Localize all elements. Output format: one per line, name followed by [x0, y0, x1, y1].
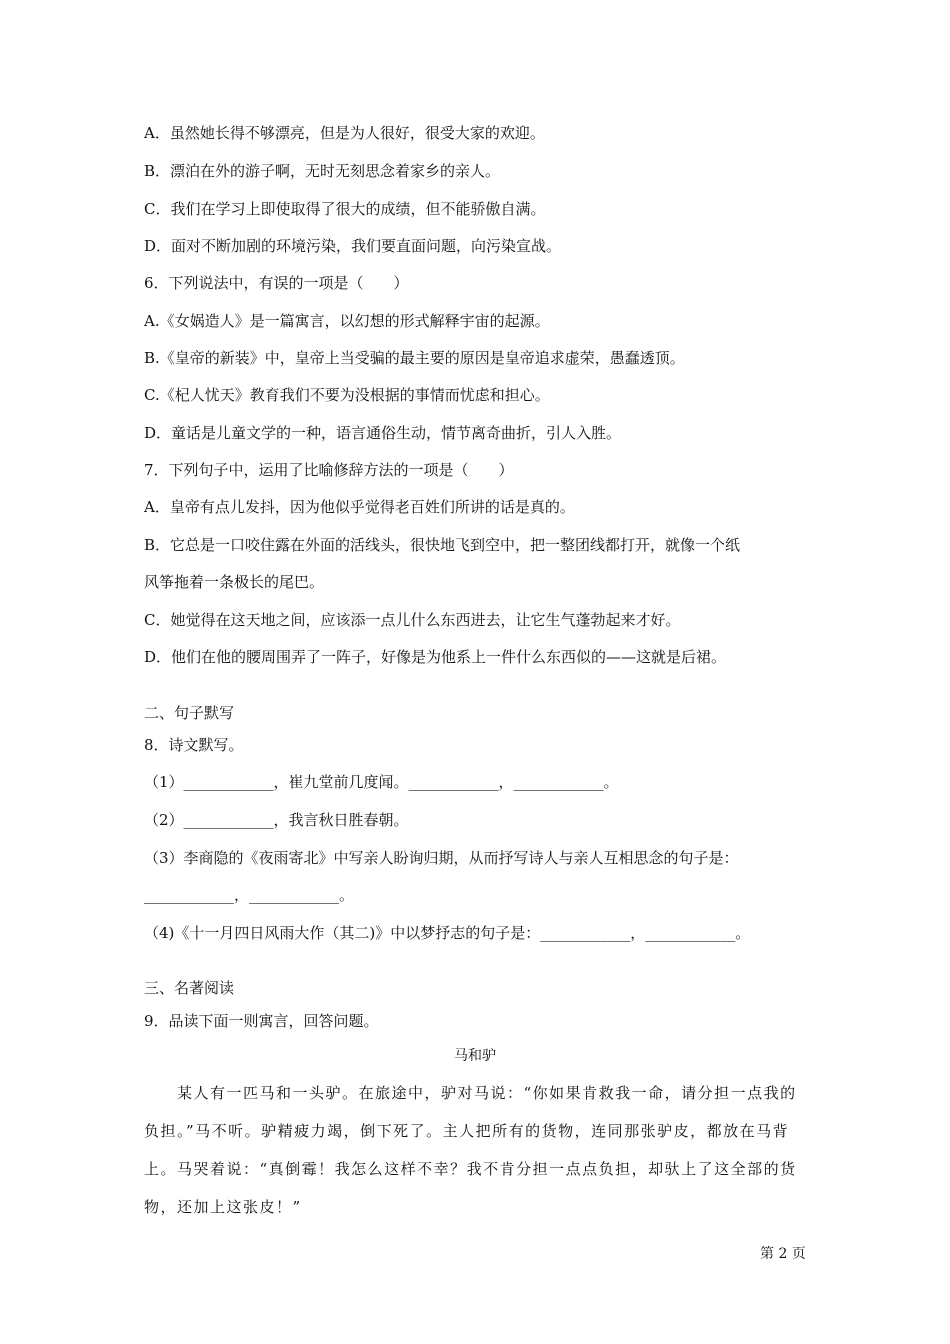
q7-option-b-line2: 风筝拖着一条极长的尾巴。 [144, 573, 325, 591]
q9-stem: 9．品读下面一则寓言，回答问题。 [144, 1012, 379, 1030]
fable-title: 马和驴 [454, 1048, 496, 1064]
q6-option-d: D．童话是儿童文学的一种，语言通俗生动，情节离奇曲折，引人入胜。 [144, 424, 622, 442]
q6-stem: 6．下列说法中，有误的一项是（ ） [144, 274, 409, 292]
fable-paragraph-line3: 上。马哭着说：“真倒霉！我怎么这样不幸？我不肯分担一点点负担，却驮上了这全部的货 [144, 1160, 797, 1178]
q5-option-b: B．漂泊在外的游子啊，无时无刻思念着家乡的亲人。 [144, 162, 501, 180]
q6-option-b: B.《皇帝的新装》中，皇帝上当受骗的最主要的原因是皇帝追求虚荣，愚蠢透顶。 [144, 349, 685, 367]
section2-heading: 二、句子默写 [144, 704, 235, 722]
q7-stem: 7．下列句子中，运用了比喻修辞方法的一项是（ ） [144, 461, 514, 479]
q8-line-3b: ____________，____________。 [144, 886, 355, 904]
q8-stem: 8．诗文默写。 [144, 736, 244, 754]
q7-option-d: D．他们在他的腰周围弄了一阵子，好像是为他系上一件什么东西似的——这就是后裙。 [144, 648, 727, 666]
q7-option-c: C．她觉得在这天地之间，应该添一点儿什么东西进去，让它生气蓬勃起来才好。 [144, 611, 681, 629]
page-number: 第 2 页 [760, 1246, 806, 1262]
q5-option-c: C．我们在学习上即使取得了很大的成绩，但不能骄傲自满。 [144, 200, 546, 218]
q6-option-c: C.《杞人忧天》教育我们不要为没根据的事情而忧虑和担心。 [144, 386, 550, 404]
section3-heading: 三、名著阅读 [144, 979, 235, 997]
q8-line-3a: （3）李商隐的《夜雨寄北》中写亲人盼询归期，从而抒写诗人与亲人互相思念的句子是： [144, 849, 739, 867]
q8-line-2: （2）____________，我言秋日胜春朝。 [144, 811, 409, 829]
q8-line-4: （4)《十一月四日风雨大作（其二)》中以梦抒志的句子是：____________，____________。 [144, 924, 751, 942]
q7-option-a: A．皇帝有点儿发抖，因为他似乎觉得老百姓们所讲的话是真的。 [144, 498, 575, 516]
fable-paragraph-line2: 负担。”马不听。驴精疲力竭，倒下死了。主人把所有的货物，连同那张驴皮，都放在马背 [144, 1122, 790, 1140]
q5-option-a: A．虽然她长得不够漂亮，但是为人很好，很受大家的欢迎。 [144, 124, 545, 142]
q7-option-b-line1: B．它总是一口咬住露在外面的活线头，很快地飞到空中，把一整团线都打开，就像一个纸 [144, 536, 741, 554]
fable-paragraph-line1: 某人有一匹马和一头驴。在旅途中，驴对马说：“你如果肯救我一命，请分担一点我的 [144, 1084, 797, 1102]
fable-paragraph-line4: 物，还加上这张皮！” [144, 1198, 302, 1216]
q6-option-a: A.《女娲造人》是一篇寓言，以幻想的形式解释宇宙的起源。 [144, 312, 550, 330]
q5-option-d: D．面对不断加剧的环境污染，我们要直面问题，向污染宣战。 [144, 237, 562, 255]
q8-line-1: （1）____________，崔九堂前几度闻。____________，____________。 [144, 773, 619, 791]
